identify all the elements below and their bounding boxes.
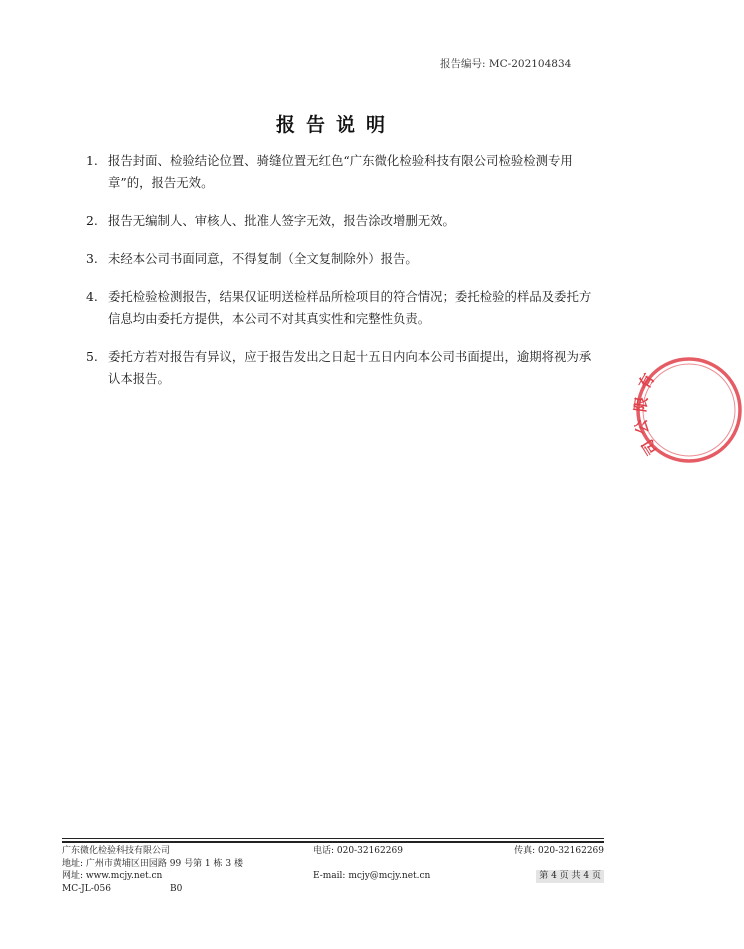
list-item — [86, 286, 592, 330]
footer-divider — [62, 838, 604, 839]
report-number: 报告编号: MC-202104834 — [440, 58, 572, 70]
page-title: 报告说明 — [275, 114, 396, 136]
item-text: 报告无编制人、审核人、批准人签字无效，报告涂改增删无效。 — [108, 213, 455, 228]
list-item — [86, 150, 592, 194]
company-seal-icon — [631, 355, 744, 465]
svg-text:公: 公 — [631, 417, 653, 436]
notes-list — [86, 150, 592, 406]
item-text: 未经本公司书面同意，不得复制（全文复制除外）报告。 — [108, 251, 418, 266]
item-number: 2. — [86, 213, 98, 228]
list-item — [86, 346, 592, 390]
form-code: MC-JL-056 — [62, 883, 111, 894]
page-indicator: 第 4 页 共 4 页 — [536, 870, 604, 883]
footer-divider — [62, 841, 604, 843]
footer-address: 地址: 广州市黄埔区田园路 99 号第 1 栋 3 楼 — [62, 858, 243, 869]
item-number: 3. — [86, 251, 98, 266]
item-text: 委托方若对报告有异议，应于报告发出之日起十五日内向本公司书面提出，逾期将视为承认本报告。 — [108, 349, 592, 386]
footer-phone: 电话: 020-32162269 — [313, 846, 403, 856]
svg-text:有: 有 — [634, 370, 659, 393]
item-number: 4. — [86, 289, 98, 304]
footer — [62, 845, 604, 895]
svg-text:司: 司 — [638, 435, 662, 459]
footer-website: 网址: www.mcjy.net.cn — [62, 871, 163, 881]
footer-fax: 传真: 020-32162269 — [514, 846, 604, 856]
item-text: 委托检验检测报告，结果仅证明送检样品所检项目的符合情况；委托检验的样品及委托方信息均由委托方提供，本公司不对其真实性和完整性负责。 — [108, 289, 592, 326]
form-version: B0 — [170, 883, 183, 894]
list-item — [86, 210, 592, 232]
footer-company: 广东微化检验科技有限公司 — [62, 846, 171, 856]
list-item — [86, 248, 592, 270]
item-number: 1. — [86, 153, 98, 168]
svg-text:限: 限 — [631, 395, 652, 414]
item-text: 报告封面、检验结论位置、骑缝位置无红色“广东微化检验科技有限公司检验检测专用章”的，报告无效。 — [108, 153, 573, 190]
item-number: 5. — [86, 349, 98, 364]
footer-email: E-mail: mcjy@mcjy.net.cn — [313, 871, 431, 881]
